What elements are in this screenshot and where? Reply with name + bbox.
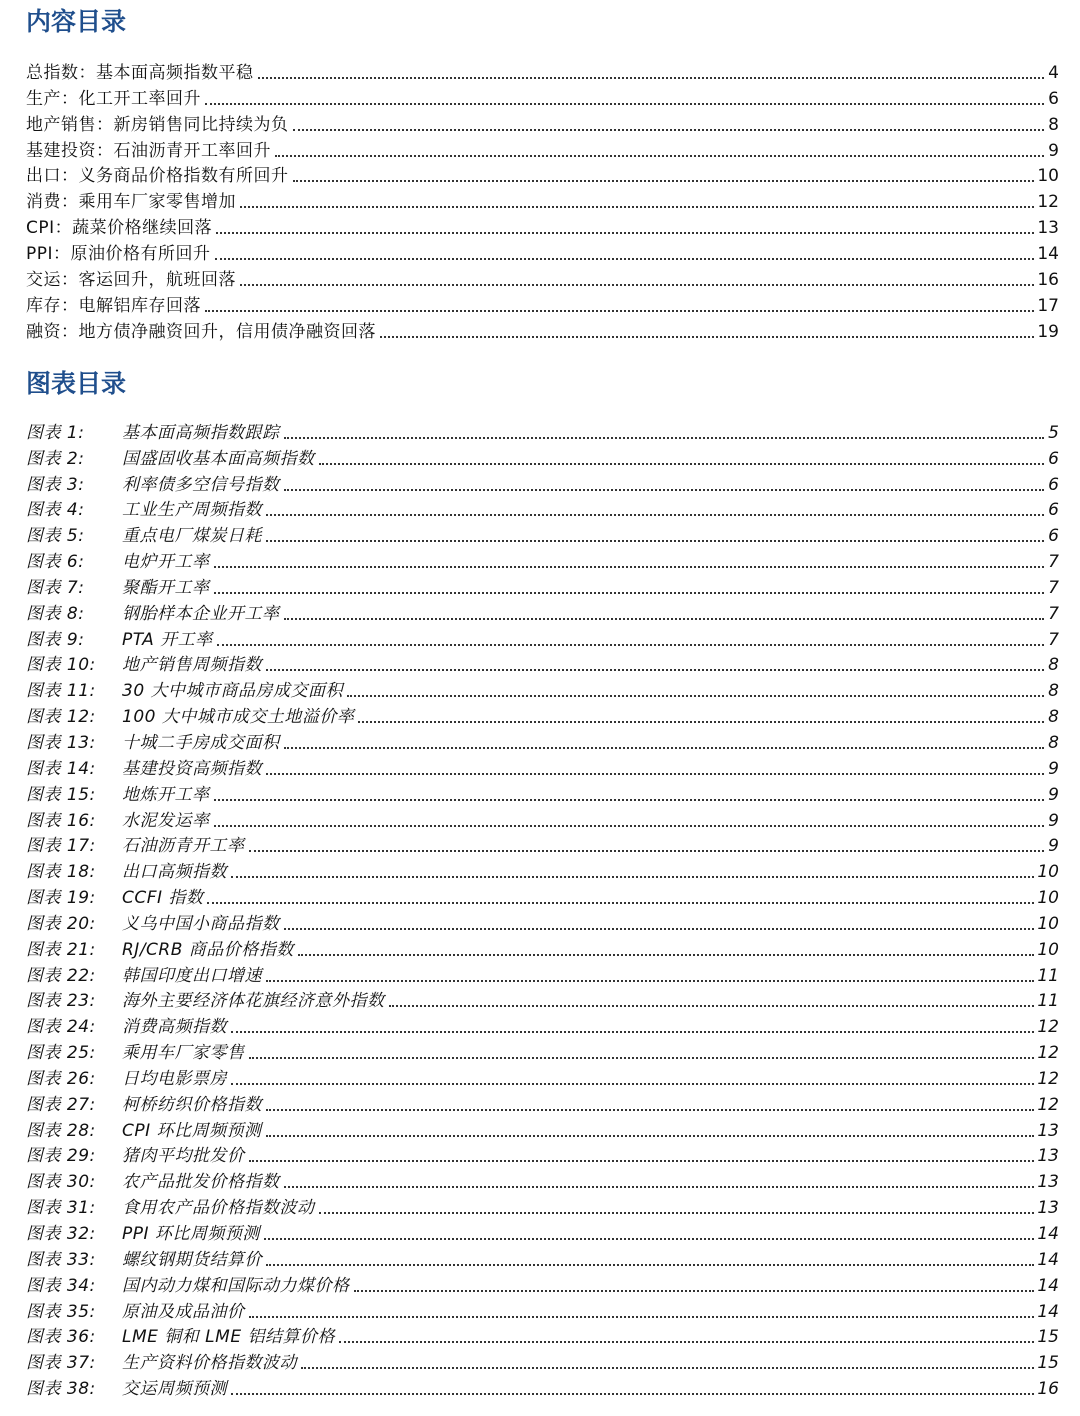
figure-item-page: 10 bbox=[1037, 939, 1059, 960]
figure-item-label: 图表 30: bbox=[26, 1172, 96, 1193]
figure-item-text: 韩国印度出口增速 bbox=[122, 965, 262, 986]
figure-item[interactable] bbox=[26, 521, 1059, 547]
contents-item-text: 总指数：基本面高频指数平稳 bbox=[26, 62, 254, 83]
figure-item-page: 13 bbox=[1037, 1172, 1059, 1193]
figure-item[interactable] bbox=[26, 444, 1059, 470]
leader-dots bbox=[319, 1211, 1035, 1214]
figure-item[interactable] bbox=[26, 1297, 1059, 1323]
contents-item[interactable] bbox=[26, 213, 1059, 239]
figure-item[interactable] bbox=[26, 702, 1059, 728]
figure-item-page: 13 bbox=[1037, 1120, 1059, 1141]
figure-item-page: 7 bbox=[1048, 577, 1059, 598]
figure-item-page: 9 bbox=[1048, 810, 1059, 831]
figure-item[interactable] bbox=[26, 1167, 1059, 1193]
figure-item-page: 12 bbox=[1037, 1068, 1059, 1089]
figure-item-text: PPI 环比周频预测 bbox=[122, 1224, 260, 1244]
figure-item-page: 13 bbox=[1037, 1146, 1059, 1167]
figure-item-text: 螺纹钢期货结算价 bbox=[122, 1249, 262, 1270]
contents-item-page: 10 bbox=[1037, 166, 1059, 187]
leader-dots bbox=[284, 488, 1045, 491]
figure-item-label: 图表 29: bbox=[26, 1146, 96, 1167]
contents-item[interactable] bbox=[26, 291, 1059, 317]
leader-dots bbox=[339, 1340, 1034, 1343]
leader-dots bbox=[266, 513, 1044, 516]
figure-item[interactable] bbox=[26, 806, 1059, 832]
figure-item[interactable] bbox=[26, 651, 1059, 677]
figure-item-text: RJ/CRB 商品价格指数 bbox=[122, 939, 294, 960]
leader-dots bbox=[284, 746, 1045, 749]
figure-item-text: 交运周频预测 bbox=[122, 1379, 227, 1400]
contents-item-text: 出口：义务商品价格指数有所回升 bbox=[26, 166, 289, 187]
figure-item[interactable] bbox=[26, 1323, 1059, 1349]
figure-item-page: 6 bbox=[1048, 500, 1059, 521]
contents-item[interactable] bbox=[26, 136, 1059, 162]
contents-item-text: PPI：原油价格有所回升 bbox=[26, 244, 211, 265]
contents-item-text: CPI：蔬菜价格继续回落 bbox=[26, 218, 213, 239]
figure-item-label: 图表 18: bbox=[26, 862, 96, 883]
figure-item[interactable] bbox=[26, 987, 1059, 1013]
leader-dots bbox=[205, 309, 1034, 312]
figure-item[interactable] bbox=[26, 1245, 1059, 1271]
figure-item-label: 图表 4: bbox=[26, 500, 85, 521]
figure-item-label: 图表 26: bbox=[26, 1068, 96, 1089]
figure-item-text: 农产品批发价格指数 bbox=[122, 1172, 280, 1193]
figure-item-page: 7 bbox=[1048, 629, 1059, 650]
contents-item[interactable] bbox=[26, 265, 1059, 291]
figure-item-text: 日均电影票房 bbox=[122, 1068, 227, 1089]
contents-item[interactable] bbox=[26, 110, 1059, 136]
figure-item[interactable] bbox=[26, 496, 1059, 522]
leader-dots bbox=[231, 1082, 1034, 1085]
figure-item-text: 乘用车厂家零售 bbox=[122, 1043, 245, 1064]
figure-item-page: 9 bbox=[1048, 784, 1059, 805]
contents-item-text: 生产：化工开工率回升 bbox=[26, 88, 201, 109]
leader-dots bbox=[258, 76, 1045, 79]
figure-item-label: 图表 37: bbox=[26, 1353, 96, 1374]
figure-item[interactable] bbox=[26, 935, 1059, 961]
figure-item-label: 图表 15: bbox=[26, 784, 96, 805]
leader-dots bbox=[298, 953, 1035, 956]
leader-dots bbox=[266, 668, 1044, 671]
figure-item-label: 图表 19: bbox=[26, 888, 96, 909]
figure-item-page: 10 bbox=[1037, 888, 1059, 909]
figure-item-page: 8 bbox=[1048, 681, 1059, 702]
contents-item-page: 6 bbox=[1048, 88, 1059, 109]
figure-item[interactable] bbox=[26, 909, 1059, 935]
leader-dots bbox=[380, 335, 1034, 338]
contents-item[interactable] bbox=[26, 84, 1059, 110]
leader-dots bbox=[205, 102, 1044, 105]
figure-item-label: 图表 13: bbox=[26, 732, 96, 753]
contents-item[interactable] bbox=[26, 187, 1059, 213]
figure-item-page: 9 bbox=[1048, 758, 1059, 779]
figure-item-page: 10 bbox=[1037, 862, 1059, 883]
figure-item-label: 图表 17: bbox=[26, 836, 96, 857]
figure-item-label: 图表 31: bbox=[26, 1198, 96, 1219]
contents-item[interactable] bbox=[26, 317, 1059, 343]
figure-item-text: 石油沥青开工率 bbox=[122, 836, 245, 857]
figure-item[interactable] bbox=[26, 470, 1059, 496]
figure-item-label: 图表 8: bbox=[26, 603, 85, 624]
figure-item-label: 图表 22: bbox=[26, 965, 96, 986]
contents-item-page: 19 bbox=[1037, 321, 1059, 342]
figure-item-text: 猪肉平均批发价 bbox=[122, 1146, 245, 1167]
figure-item-label: 图表 27: bbox=[26, 1094, 96, 1115]
contents-title: 内容目录 bbox=[26, 7, 127, 36]
figures-list bbox=[26, 418, 1059, 1400]
figure-item[interactable] bbox=[26, 599, 1059, 625]
figure-item-page: 9 bbox=[1048, 836, 1059, 857]
figure-item-text: 地产销售周频指数 bbox=[122, 655, 262, 676]
leader-dots bbox=[214, 591, 1045, 594]
figure-item[interactable] bbox=[26, 676, 1059, 702]
figure-item-page: 16 bbox=[1037, 1379, 1059, 1400]
contents-item-text: 基建投资：石油沥青开工率回升 bbox=[26, 140, 271, 161]
leader-dots bbox=[293, 179, 1035, 182]
figure-item-label: 图表 5: bbox=[26, 526, 85, 547]
figure-item-page: 8 bbox=[1048, 707, 1059, 728]
leader-dots bbox=[354, 1289, 1035, 1292]
leader-dots bbox=[389, 1004, 1035, 1007]
figure-item-text: LME 铜和 LME 铝结算价格 bbox=[122, 1327, 335, 1348]
figure-item-label: 图表 20: bbox=[26, 913, 96, 934]
leader-dots bbox=[266, 979, 1034, 982]
figure-item-page: 6 bbox=[1048, 526, 1059, 547]
figure-item-page: 7 bbox=[1048, 552, 1059, 573]
leader-dots bbox=[284, 617, 1045, 620]
leader-dots bbox=[319, 462, 1045, 465]
leader-dots bbox=[293, 128, 1045, 131]
figure-item-text: PTA 开工率 bbox=[122, 629, 213, 650]
figure-item-label: 图表 21: bbox=[26, 939, 96, 960]
figure-item-page: 11 bbox=[1037, 991, 1059, 1012]
leader-dots bbox=[301, 1366, 1034, 1369]
figure-item-text: 义乌中国小商品指数 bbox=[122, 913, 280, 934]
contents-item-text: 库存：电解铝库存回落 bbox=[26, 295, 201, 316]
contents-item-page: 16 bbox=[1037, 270, 1059, 291]
leader-dots bbox=[231, 875, 1034, 878]
figure-item-text: 重点电厂煤炭日耗 bbox=[122, 526, 262, 547]
leader-dots bbox=[214, 824, 1045, 827]
figure-item[interactable] bbox=[26, 1374, 1059, 1400]
figure-item-page: 8 bbox=[1048, 655, 1059, 676]
figure-item-page: 10 bbox=[1037, 913, 1059, 934]
figure-item[interactable] bbox=[26, 728, 1059, 754]
leader-dots bbox=[266, 539, 1044, 542]
figure-item-text: 地炼开工率 bbox=[122, 784, 210, 805]
leader-dots bbox=[266, 1134, 1035, 1137]
leader-dots bbox=[249, 849, 1045, 852]
figure-item-page: 8 bbox=[1048, 732, 1059, 753]
figure-item-page: 7 bbox=[1048, 603, 1059, 624]
figure-item[interactable] bbox=[26, 1271, 1059, 1297]
leader-dots bbox=[216, 231, 1034, 234]
figures-title: 图表目录 bbox=[26, 369, 127, 398]
figure-item-text: 30 大中城市商品房成交面积 bbox=[122, 681, 344, 702]
leader-dots bbox=[240, 205, 1034, 208]
leader-dots bbox=[240, 283, 1034, 286]
figure-item-page: 15 bbox=[1037, 1353, 1059, 1374]
figure-item[interactable] bbox=[26, 573, 1059, 599]
figure-item-label: 图表 11: bbox=[26, 681, 96, 702]
figure-item-text: 基本面高频指数跟踪 bbox=[122, 422, 280, 443]
figure-item[interactable] bbox=[26, 1116, 1059, 1142]
leader-dots bbox=[347, 694, 1044, 697]
leader-dots bbox=[214, 798, 1045, 801]
figure-item-text: 国盛固收基本面高频指数 bbox=[122, 448, 315, 469]
figure-item[interactable] bbox=[26, 1142, 1059, 1168]
leader-dots bbox=[284, 927, 1035, 930]
figure-item-label: 图表 23: bbox=[26, 991, 96, 1012]
figure-item-page: 14 bbox=[1037, 1275, 1059, 1296]
figure-item-label: 图表 33: bbox=[26, 1249, 96, 1270]
figure-item-text: 100 大中城市成交土地溢价率 bbox=[122, 707, 355, 728]
figure-item[interactable] bbox=[26, 883, 1059, 909]
figure-item-label: 图表 10: bbox=[26, 655, 96, 676]
figure-item-text: 十城二手房成交面积 bbox=[122, 732, 280, 753]
figure-item[interactable] bbox=[26, 1064, 1059, 1090]
leader-dots bbox=[266, 1263, 1034, 1266]
contents-item-text: 消费：乘用车厂家零售增加 bbox=[26, 192, 236, 213]
figure-item-page: 6 bbox=[1048, 474, 1059, 495]
contents-item-page: 17 bbox=[1037, 295, 1059, 316]
contents-item[interactable] bbox=[26, 58, 1059, 84]
figure-item-text: 消费高频指数 bbox=[122, 1017, 227, 1038]
contents-item[interactable] bbox=[26, 239, 1059, 265]
figure-item-label: 图表 34: bbox=[26, 1275, 96, 1296]
figure-item-text: CPI 环比周频预测 bbox=[122, 1120, 262, 1141]
figure-item-text: CCFI 指数 bbox=[122, 888, 204, 909]
figure-item-text: 国内动力煤和国际动力煤价格 bbox=[122, 1275, 350, 1296]
figure-item-page: 11 bbox=[1037, 965, 1059, 986]
figure-item-label: 图表 25: bbox=[26, 1043, 96, 1064]
figure-item-page: 12 bbox=[1037, 1043, 1059, 1064]
leader-dots bbox=[275, 154, 1044, 157]
figure-item-page: 13 bbox=[1037, 1198, 1059, 1219]
figure-item-text: 钢胎样本企业开工率 bbox=[122, 603, 280, 624]
leader-dots bbox=[284, 436, 1045, 439]
figure-item-page: 12 bbox=[1037, 1094, 1059, 1115]
figure-item-label: 图表 36: bbox=[26, 1327, 96, 1348]
contents-item[interactable] bbox=[26, 162, 1059, 188]
figure-item-page: 5 bbox=[1048, 422, 1059, 443]
figure-item-label: 图表 12: bbox=[26, 707, 96, 728]
figure-item-page: 6 bbox=[1048, 448, 1059, 469]
figure-item[interactable] bbox=[26, 1219, 1059, 1245]
figure-item[interactable] bbox=[26, 754, 1059, 780]
figure-item[interactable] bbox=[26, 832, 1059, 858]
figure-item[interactable] bbox=[26, 1012, 1059, 1038]
leader-dots bbox=[207, 901, 1034, 904]
figure-item[interactable] bbox=[26, 1090, 1059, 1116]
figure-item-label: 图表 9: bbox=[26, 629, 85, 650]
figure-item[interactable] bbox=[26, 857, 1059, 883]
figure-item-text: 生产资料价格指数波动 bbox=[122, 1353, 297, 1374]
leader-dots bbox=[284, 1185, 1035, 1188]
figure-item-label: 图表 35: bbox=[26, 1301, 96, 1322]
contents-item-page: 4 bbox=[1048, 62, 1059, 83]
contents-list bbox=[26, 58, 1059, 343]
contents-item-text: 交运：客运回升，航班回落 bbox=[26, 270, 236, 291]
leader-dots bbox=[358, 720, 1044, 723]
figure-item-page: 15 bbox=[1037, 1327, 1059, 1348]
figure-item[interactable] bbox=[26, 961, 1059, 987]
figure-item-label: 图表 28: bbox=[26, 1120, 96, 1141]
figure-item-label: 图表 38: bbox=[26, 1379, 96, 1400]
figure-item-label: 图表 16: bbox=[26, 810, 96, 831]
figure-item-page: 12 bbox=[1037, 1017, 1059, 1038]
figure-item-text: 工业生产周频指数 bbox=[122, 500, 262, 521]
contents-item-page: 8 bbox=[1048, 114, 1059, 135]
leader-dots bbox=[217, 643, 1044, 646]
leader-dots bbox=[231, 1030, 1034, 1033]
leader-dots bbox=[266, 1108, 1034, 1111]
figure-item-label: 图表 1: bbox=[26, 422, 85, 443]
figure-item[interactable] bbox=[26, 780, 1059, 806]
leader-dots bbox=[215, 257, 1035, 260]
figure-item-page: 14 bbox=[1037, 1249, 1059, 1270]
figure-item-label: 图表 24: bbox=[26, 1017, 96, 1038]
figure-item-label: 图表 2: bbox=[26, 448, 85, 469]
leader-dots bbox=[214, 565, 1045, 568]
figure-item-label: 图表 32: bbox=[26, 1224, 96, 1244]
figure-item-text: 电炉开工率 bbox=[122, 552, 210, 573]
contents-item-text: 融资：地方债净融资回升，信用债净融资回落 bbox=[26, 321, 376, 342]
leader-dots bbox=[264, 1237, 1034, 1240]
figure-item-text: 海外主要经济体花旗经济意外指数 bbox=[122, 991, 385, 1012]
contents-item-page: 13 bbox=[1037, 218, 1059, 239]
contents-item-text: 地产销售：新房销售同比持续为负 bbox=[26, 114, 289, 135]
figure-item-text: 利率债多空信号指数 bbox=[122, 474, 280, 495]
figure-item-text: 食用农产品价格指数波动 bbox=[122, 1198, 315, 1219]
figure-item-text: 基建投资高频指数 bbox=[122, 758, 262, 779]
leader-dots bbox=[249, 1056, 1035, 1059]
leader-dots bbox=[249, 1159, 1035, 1162]
contents-item-page: 14 bbox=[1037, 244, 1059, 265]
figure-item-label: 图表 7: bbox=[26, 577, 85, 598]
figure-item[interactable] bbox=[26, 1193, 1059, 1219]
figure-item[interactable] bbox=[26, 418, 1059, 444]
figure-item[interactable] bbox=[26, 1348, 1059, 1374]
contents-item-page: 9 bbox=[1048, 140, 1059, 161]
figure-item-text: 柯桥纺织价格指数 bbox=[122, 1094, 262, 1115]
leader-dots bbox=[249, 1315, 1035, 1318]
figure-item-page: 14 bbox=[1037, 1301, 1059, 1322]
figure-item-text: 出口高频指数 bbox=[122, 862, 227, 883]
figure-item-text: 聚酯开工率 bbox=[122, 577, 210, 598]
figure-item-label: 图表 6: bbox=[26, 552, 85, 573]
leader-dots bbox=[231, 1392, 1034, 1395]
figure-item[interactable] bbox=[26, 1038, 1059, 1064]
figure-item-text: 水泥发运率 bbox=[122, 810, 210, 831]
figure-item[interactable] bbox=[26, 547, 1059, 573]
figure-item-page: 14 bbox=[1037, 1224, 1059, 1244]
figure-item-label: 图表 14: bbox=[26, 758, 96, 779]
contents-item-page: 12 bbox=[1037, 192, 1059, 213]
figure-item-text: 原油及成品油价 bbox=[122, 1301, 245, 1322]
figure-item[interactable] bbox=[26, 625, 1059, 651]
figure-item-label: 图表 3: bbox=[26, 474, 85, 495]
leader-dots bbox=[266, 772, 1044, 775]
